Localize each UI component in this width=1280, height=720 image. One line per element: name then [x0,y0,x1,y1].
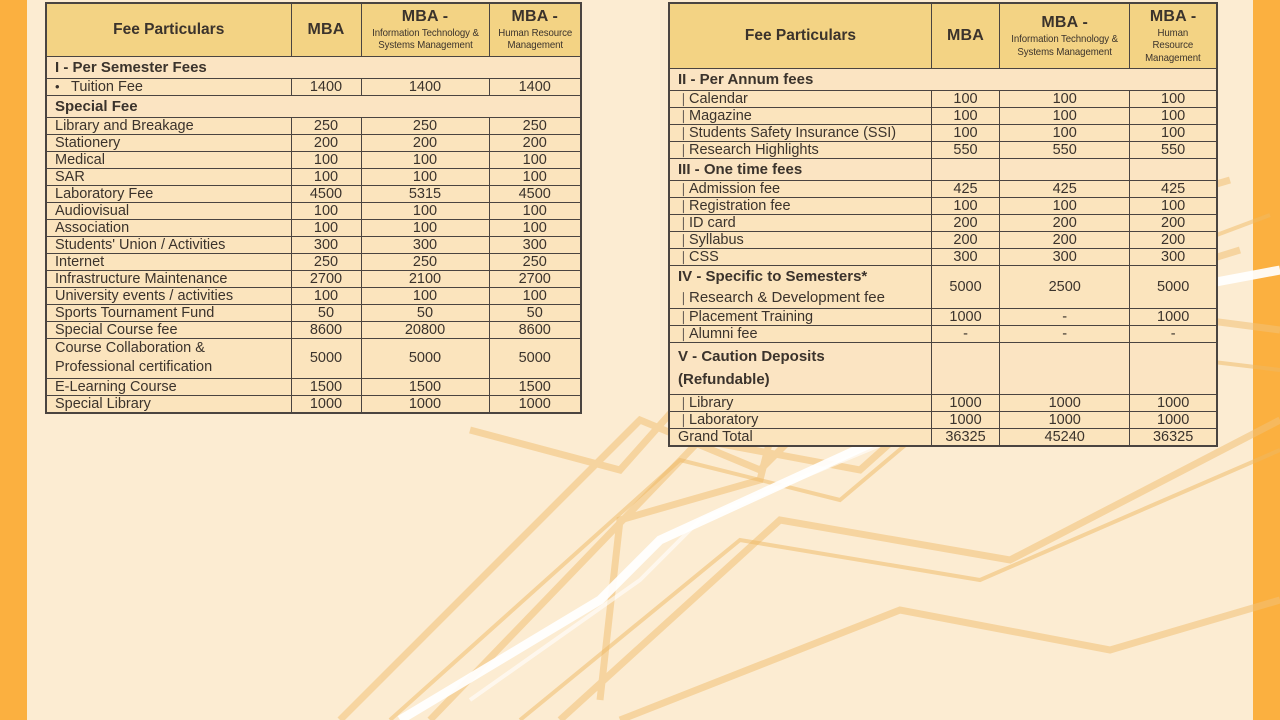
fee-value-cell: 1500 [489,378,581,395]
fee-item-label: ❘ CSS [669,249,931,266]
fee-value-cell: 1500 [291,378,361,395]
section-heading-label: IV - Specific to Semesters* [678,268,868,286]
section-heading-row [669,159,1217,181]
fee-value-cell: 5000 [489,338,581,378]
header-mba-hrm: MBA - Human Resource Management [489,3,581,56]
fee-value-cell: 250 [291,253,361,270]
fee-value-cell: 100 [489,219,581,236]
fee-value-cell: 100 [1000,125,1130,142]
fee-value-cell: 100 [291,151,361,168]
header-mba-hrm: MBA - Human Resource Management [1130,3,1217,69]
fee-value-cell: 1000 [1000,395,1130,412]
fee-item-label: ❘ Magazine [669,108,931,125]
fee-value-cell: 200 [1000,232,1130,249]
fee-item-row [46,134,581,151]
fee-value-cell: 250 [291,117,361,134]
fee-item-label: SAR [46,168,291,185]
fee-table-left-body [46,56,581,413]
fee-item-label: University events / activities [46,287,291,304]
fee-item-row [669,309,1217,326]
fee-value-cell: - [1130,326,1217,343]
table-header-row [46,3,581,56]
fee-value-cell: 5000 [291,338,361,378]
fee-value-cell: 50 [489,304,581,321]
fee-value-cell: 2500 [1000,266,1130,309]
section-heading-label: II - Per Annum fees [669,69,1217,91]
fee-item-label: ❘ Research Highlights [669,142,931,159]
fee-value-cell: 1400 [291,78,361,95]
empty-value-cell [1000,159,1130,181]
fee-item-label: Special Library [46,395,291,413]
section-heading-label: I - Per Semester Fees [46,56,581,78]
fee-value-cell: 100 [361,151,489,168]
fee-item-row [669,215,1217,232]
empty-value-cell [931,159,999,181]
fee-value-cell: 250 [361,253,489,270]
fee-value-cell: 100 [291,287,361,304]
fee-value-cell: 8600 [489,321,581,338]
fee-value-cell: 100 [931,125,999,142]
fee-value-cell: 200 [489,134,581,151]
fee-value-cell: - [1000,309,1130,326]
fee-value-cell: 550 [1000,142,1130,159]
fee-value-cell: 100 [291,202,361,219]
fee-value-cell: 1000 [931,309,999,326]
fee-item-row [669,249,1217,266]
fee-value-cell: 5000 [1130,266,1217,309]
fee-value-cell: 45240 [1000,429,1130,447]
fee-table-right-body [669,69,1217,447]
fee-value-cell: 100 [1000,108,1130,125]
fee-item-label: Medical [46,151,291,168]
fee-item-row [46,321,581,338]
fee-value-cell: 200 [361,134,489,151]
fee-value-cell: 4500 [291,185,361,202]
fee-item-row [46,202,581,219]
fee-value-cell: 1000 [1130,412,1217,429]
fee-item-label: E-Learning Course [46,378,291,395]
fee-table-left [45,2,582,414]
fee-item-label: Stationery [46,134,291,151]
fee-value-cell: 100 [361,219,489,236]
fee-item-row [46,253,581,270]
fee-value-cell: 2100 [361,270,489,287]
fee-value-cell: 100 [489,151,581,168]
fee-value-cell: - [931,326,999,343]
fee-item-row [669,142,1217,159]
fee-value-cell: 100 [489,287,581,304]
fee-value-cell: 425 [1130,181,1217,198]
fee-value-cell: 1000 [931,395,999,412]
fee-value-cell: 1500 [361,378,489,395]
fee-value-cell: 1000 [1130,395,1217,412]
fee-item-label: ❘ ID card [669,215,931,232]
fee-value-cell: 300 [931,249,999,266]
fee-item-row [669,395,1217,412]
fee-value-cell: 100 [931,91,999,108]
fee-value-cell: 1000 [361,395,489,413]
fee-item-row [46,168,581,185]
fee-value-cell: 100 [489,202,581,219]
fee-value-cell: 36325 [1130,429,1217,447]
fee-item-label: ❘ Laboratory [669,412,931,429]
fee-item-label: ❘ Admission fee [669,181,931,198]
fee-value-cell: 300 [361,236,489,253]
section-heading-label: III - One time fees [669,159,931,181]
fee-item-label: Students' Union / Activities [46,236,291,253]
section-heading-row [46,95,581,117]
empty-value-cell [1000,343,1130,395]
fee-item-label: Internet [46,253,291,270]
fee-item-label: Infrastructure Maintenance [46,270,291,287]
fee-value-cell: 2700 [291,270,361,287]
fee-value-cell: 550 [931,142,999,159]
fee-item-row [46,78,581,95]
fee-value-cell: 100 [361,287,489,304]
fee-item-label: Course Collaboration & Professional certification [46,338,291,378]
fee-item-row [669,198,1217,215]
fee-item-label: ❘ Alumni fee [669,326,931,343]
fee-value-cell: 200 [291,134,361,151]
stacked-label-cell [669,266,931,309]
header-fee-particulars: Fee Particulars [669,3,931,69]
fee-value-cell: 50 [291,304,361,321]
fee-item-label: ❘ Registration fee [669,198,931,215]
table-header-row [669,3,1217,69]
fee-item-row [46,219,581,236]
section-heading-row [669,69,1217,91]
fee-value-cell: 50 [361,304,489,321]
empty-value-cell [1130,159,1217,181]
fee-value-cell: 200 [1130,215,1217,232]
fee-value-cell: 100 [1130,125,1217,142]
fee-value-cell: 100 [489,168,581,185]
fee-value-cell: 200 [931,215,999,232]
header-mba: MBA [931,3,999,69]
fee-item-label: Sports Tournament Fund [46,304,291,321]
fee-item-label: Association [46,219,291,236]
fee-item-label: ❘ Syllabus [669,232,931,249]
fee-value-cell: 200 [1130,232,1217,249]
fee-value-cell: 300 [489,236,581,253]
fee-value-cell: 250 [489,253,581,270]
fee-item-row [669,108,1217,125]
fee-value-cell: 100 [1000,198,1130,215]
fee-value-cell: 300 [1000,249,1130,266]
fee-item-row [669,91,1217,108]
fee-item-label: Library and Breakage [46,117,291,134]
section-heading-with-item-row [669,266,1217,309]
fee-value-cell: 200 [931,232,999,249]
fee-value-cell: 5315 [361,185,489,202]
fee-value-cell: 100 [1130,198,1217,215]
section-heading-row [46,56,581,78]
fee-item-label: ❘ Placement Training [669,309,931,326]
fee-value-cell: 8600 [291,321,361,338]
fee-item-row [669,181,1217,198]
fee-value-cell: 425 [1000,181,1130,198]
fee-item-row [669,125,1217,142]
fee-value-cell: 5000 [361,338,489,378]
fee-value-cell: 250 [361,117,489,134]
fee-item-label: ❘ Library [669,395,931,412]
fee-item-row [46,395,581,413]
fee-value-cell: 2700 [489,270,581,287]
empty-value-cell [931,343,999,395]
fee-item-row [46,236,581,253]
fee-item-label: ❘ Calendar [669,91,931,108]
section-heading-row [669,343,1217,395]
fee-item-label: Special Course fee [46,321,291,338]
fee-value-cell: 100 [361,168,489,185]
fee-item-label: ❘ Research & Development fee [670,287,931,308]
fee-value-cell: 100 [1130,91,1217,108]
fee-value-cell: 5000 [931,266,999,309]
fee-value-cell: 1000 [931,412,999,429]
fee-value-cell: 1000 [489,395,581,413]
fee-value-cell: 300 [1130,249,1217,266]
fee-value-cell: 1000 [1000,412,1130,429]
fee-value-cell: 100 [291,168,361,185]
fee-value-cell: 100 [291,219,361,236]
fee-item-row [669,232,1217,249]
fee-item-label: • Tuition Fee [46,78,291,95]
fee-item-row [46,304,581,321]
fee-value-cell: 425 [931,181,999,198]
section-heading-label: Special Fee [46,95,581,117]
fee-item-row [46,287,581,304]
fee-item-row [46,378,581,395]
fee-value-cell: 250 [489,117,581,134]
fee-item-row [46,151,581,168]
fee-item-row [46,117,581,134]
fee-value-cell: - [1000,326,1130,343]
fee-item-label: Audiovisual [46,202,291,219]
section-heading-label: V - Caution Deposits (Refundable) [669,343,931,395]
fee-item-row [46,270,581,287]
fee-item-label: Grand Total [669,429,931,447]
fee-value-cell: 100 [1130,108,1217,125]
fee-table-right [668,2,1218,447]
fee-value-cell: 1400 [361,78,489,95]
fee-item-label: ❘ Students Safety Insurance (SSI) [669,125,931,142]
fee-item-row [669,412,1217,429]
fee-value-cell: 200 [1000,215,1130,232]
fee-value-cell: 100 [361,202,489,219]
fee-item-label: Laboratory Fee [46,185,291,202]
fee-value-cell: 100 [931,108,999,125]
fee-item-row [669,429,1217,447]
fee-value-cell: 20800 [361,321,489,338]
fee-value-cell: 4500 [489,185,581,202]
fee-value-cell: 300 [291,236,361,253]
fee-value-cell: 1000 [291,395,361,413]
fee-item-row [669,326,1217,343]
fee-value-cell: 100 [931,198,999,215]
header-fee-particulars: Fee Particulars [46,3,291,56]
header-mba: MBA [291,3,361,56]
fee-value-cell: 1400 [489,78,581,95]
fee-value-cell: 36325 [931,429,999,447]
fee-value-cell: 1000 [1130,309,1217,326]
fee-item-row [46,185,581,202]
fee-item-row [46,338,581,378]
fee-value-cell: 550 [1130,142,1217,159]
empty-value-cell [1130,343,1217,395]
header-mba-itsm: MBA - Information Technology & Systems Management [361,3,489,56]
header-mba-itsm: MBA - Information Technology & Systems Management [1000,3,1130,69]
fee-value-cell: 100 [1000,91,1130,108]
